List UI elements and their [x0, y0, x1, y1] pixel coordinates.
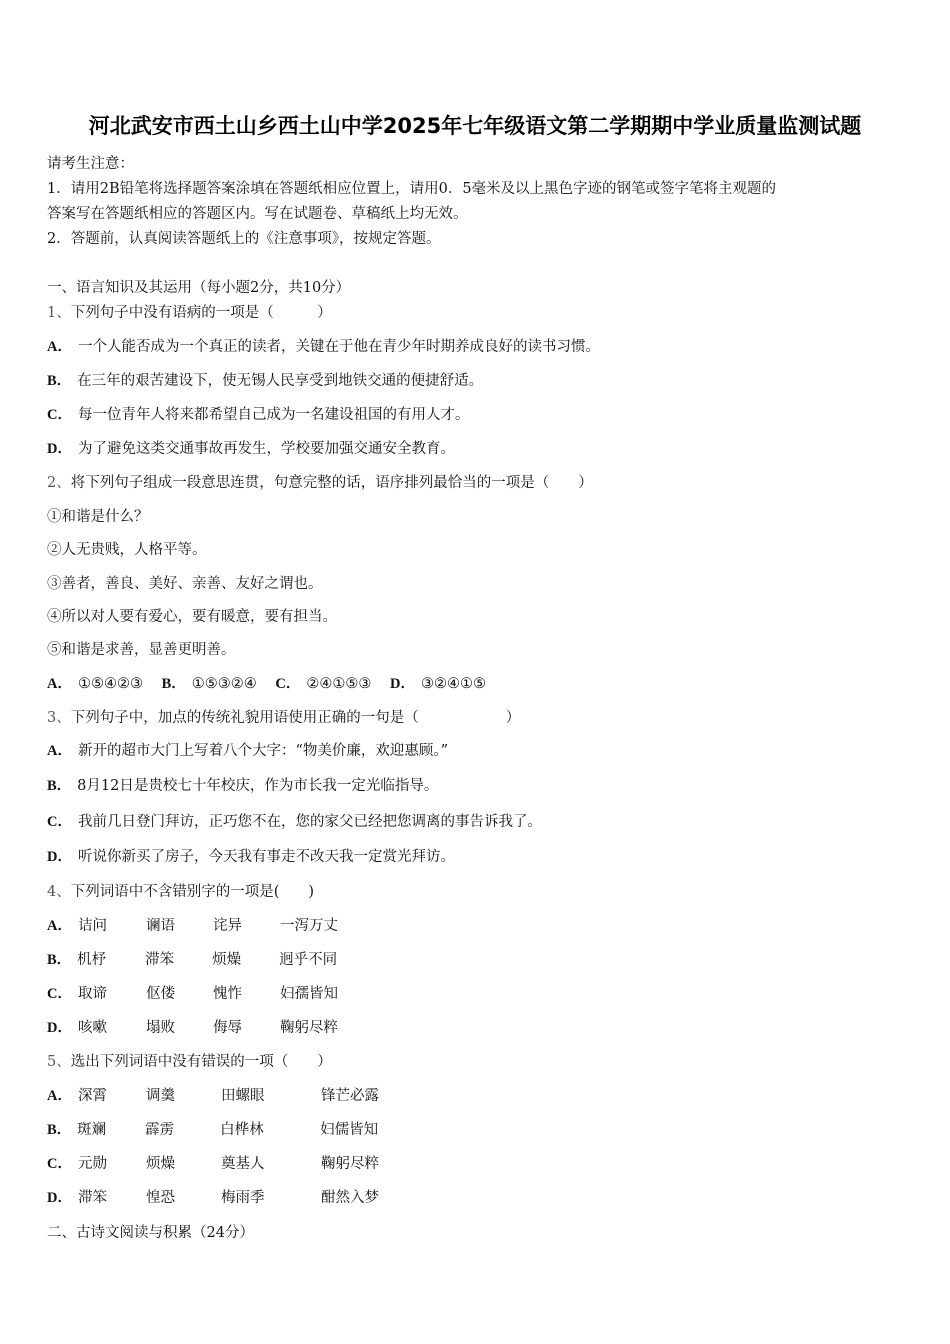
q2-sentence-4: ④所以对人要有爱心，要有暖意，要有担当。: [47, 609, 337, 625]
q4-option-d: D． 咳嗽 塌败 侮辱 鞠躬尽粹: [47, 1020, 338, 1036]
q2-sentence-3: ③善者，善良、美好、亲善、友好之谓也。: [47, 576, 323, 592]
q2-option-b: B． ①⑤③②④: [161, 676, 257, 692]
q2-option-a: A． ①⑤④②③: [47, 676, 143, 692]
question-text: 下列句子中没有语病的一项是（ ）: [70, 305, 332, 321]
question-number: 2、: [47, 475, 71, 491]
q1-option-c: C． 每一位青年人将来都希望自己成为一名建设祖国的有用人才。: [47, 407, 470, 423]
page-title: 河北武安市西土山乡西土山中学2025年七年级语文第二学期期中学业质量监测试题: [88, 114, 862, 138]
question-2-stem: [47, 471, 593, 492]
section1-heading: 一、语言知识及其运用（每小题2分，共10分）: [47, 280, 351, 296]
q5-option-a: A． 深霄 调羹 田螺眼 锋芒必露: [47, 1088, 379, 1104]
q5-option-d: D． 滞笨 惶恐 梅雨季 酣然入梦: [47, 1190, 379, 1206]
notice-line-2: 答案写在答题纸相应的答题区内。写在试题卷、草稿纸上均无效。: [47, 206, 468, 222]
notice-line-3: 2．答题前，认真阅读答题纸上的《注意事项》，按规定答题。: [47, 231, 441, 247]
question-5-stem: [47, 1050, 332, 1071]
notice-heading: 请考生注意：: [47, 156, 134, 172]
question-number: 5、: [47, 1054, 71, 1070]
q4-option-c: C． 取谛 伛偻 愧怍 妇孺皆知: [47, 986, 338, 1002]
question-text: 下列词语中不含错别字的一项是( ): [70, 884, 315, 900]
q2-sentence-5: ⑤和谐是求善，显善更明善。: [47, 642, 236, 658]
q2-option-d: D． ③②④①⑤: [389, 676, 486, 692]
question-number: 1、: [47, 305, 71, 321]
notice-line-1: 1．请用2B铅笔将选择题答案涂填在答题纸相应位置上，请用0．5毫米及以上黑色字迹的钢笔或签字笔将主观题的: [47, 181, 777, 197]
q2-sentence-1: ①和谐是什么？: [47, 509, 149, 525]
question-text: 将下列句子组成一段意思连贯，句意完整的话，语序排列最恰当的一项是（ ）: [70, 475, 593, 491]
q2-sentence-2: ②人无贵贱，人格平等。: [47, 542, 207, 558]
q4-option-b: B． 机杼 滞笨 烦燥 迥乎不同: [47, 952, 338, 968]
question-4-stem: [47, 880, 314, 901]
q3-option-c: C． 我前几日登门拜访，正巧您不在，您的家父已经把您调离的事告诉我了。: [47, 814, 542, 830]
question-number: 4、: [47, 884, 71, 900]
q5-option-b: B． 斑斓 霹雳 白桦林 妇儒皆知: [47, 1122, 379, 1138]
q5-option-c: C． 元勋 烦燥 奠基人 鞠躬尽粹: [47, 1156, 379, 1172]
section2-heading: 二、古诗文阅读与积累（24分）: [47, 1225, 254, 1241]
q2-options: [47, 672, 500, 693]
q1-option-a: A． 一个人能否成为一个真正的读者，关键在于他在青少年时期养成良好的读书习惯。: [47, 339, 600, 355]
question-number: 3、: [47, 710, 71, 726]
q1-option-d: D． 为了避免这类交通事故再发生，学校要加强交通安全教育。: [47, 441, 455, 457]
q2-option-c: C． ②④①⑤③: [275, 676, 372, 692]
question-text: 选出下列词语中没有错误的一项（ ）: [70, 1054, 332, 1070]
q4-option-a: A． 诘问 谰语 诧异 一泻万丈: [47, 918, 338, 934]
question-text: 下列句子中，加点的传统礼貌用语使用正确的一句是（ ）: [70, 710, 521, 726]
q3-option-d: D． 听说你新买了房子，今天我有事走不改天我一定赏光拜访。: [47, 849, 455, 865]
q3-option-a: A． 新开的超市大门上写着八个大字：“物美价廉，欢迎惠顾。”: [47, 743, 449, 759]
question-1-stem: [47, 301, 332, 322]
q1-option-b: B． 在三年的艰苦建设下，使无锡人民享受到地铁交通的便捷舒适。: [47, 373, 484, 389]
q3-option-b: B． 8月12日是贵校七十年校庆，作为市长我一定光临指导。: [47, 778, 439, 794]
question-3-stem: [47, 706, 520, 727]
